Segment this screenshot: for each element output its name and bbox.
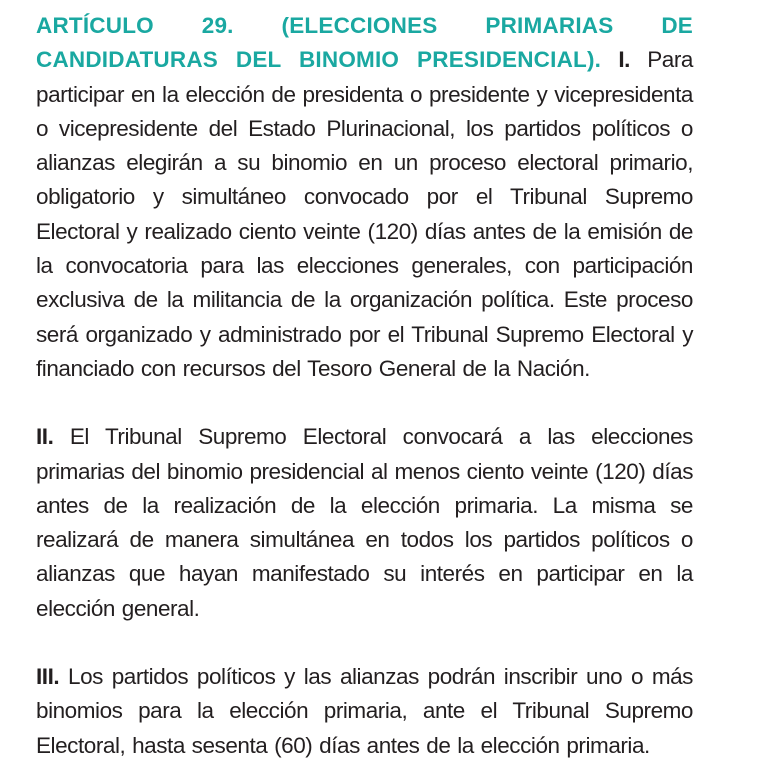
paragraph-text: Los partidos políticos y las alianzas podrán inscribir uno o más binomios para la elección primaria, ante el Tribunal Supremo Electoral, hasta sesenta (60) días antes de la elección primaria. xyxy=(36,664,693,758)
article-paragraph-3 xyxy=(36,660,693,763)
paragraph-numeral: III. xyxy=(36,664,60,690)
paragraph-numeral: II. xyxy=(36,424,54,450)
article-paragraph-1 xyxy=(36,9,693,386)
paragraph-text: El Tribunal Supremo Electoral convocará a las elecciones primarias del binomio presidencial al menos ciento veinte (120) días antes de la realización de la elección primaria. La misma se realizará de manera simultánea en todos los partidos políticos o alianzas que hayan manifestado su interés en participar en la elección general. xyxy=(36,424,693,621)
article-paragraph-2 xyxy=(36,420,693,626)
article-heading: ARTÍCULO 29. (ELECCIONES PRIMARIAS DE CANDIDATURAS DEL BINOMIO PRESIDENCIAL). xyxy=(36,13,693,73)
paragraph-numeral: I. xyxy=(618,47,630,73)
article-29 xyxy=(36,9,693,763)
paragraph-text: Para participar en la elección de presidenta o presidente y vicepresidenta o vicepresidente del Estado Plurinacional, los partidos políticos o alianzas elegirán a su binomio en un proceso electoral primario, obligatorio y simultáneo convocado por el Tribunal Supremo Electoral y realizado ciento veinte (120) días antes de la emisión de la convocatoria para las elecciones generales, con participación exclusiva de la militancia de la organización política. Este proceso será organizado y administrado por el Tribunal Supremo Electoral y financiado con recursos del Tesoro General de la Nación. xyxy=(36,47,693,381)
